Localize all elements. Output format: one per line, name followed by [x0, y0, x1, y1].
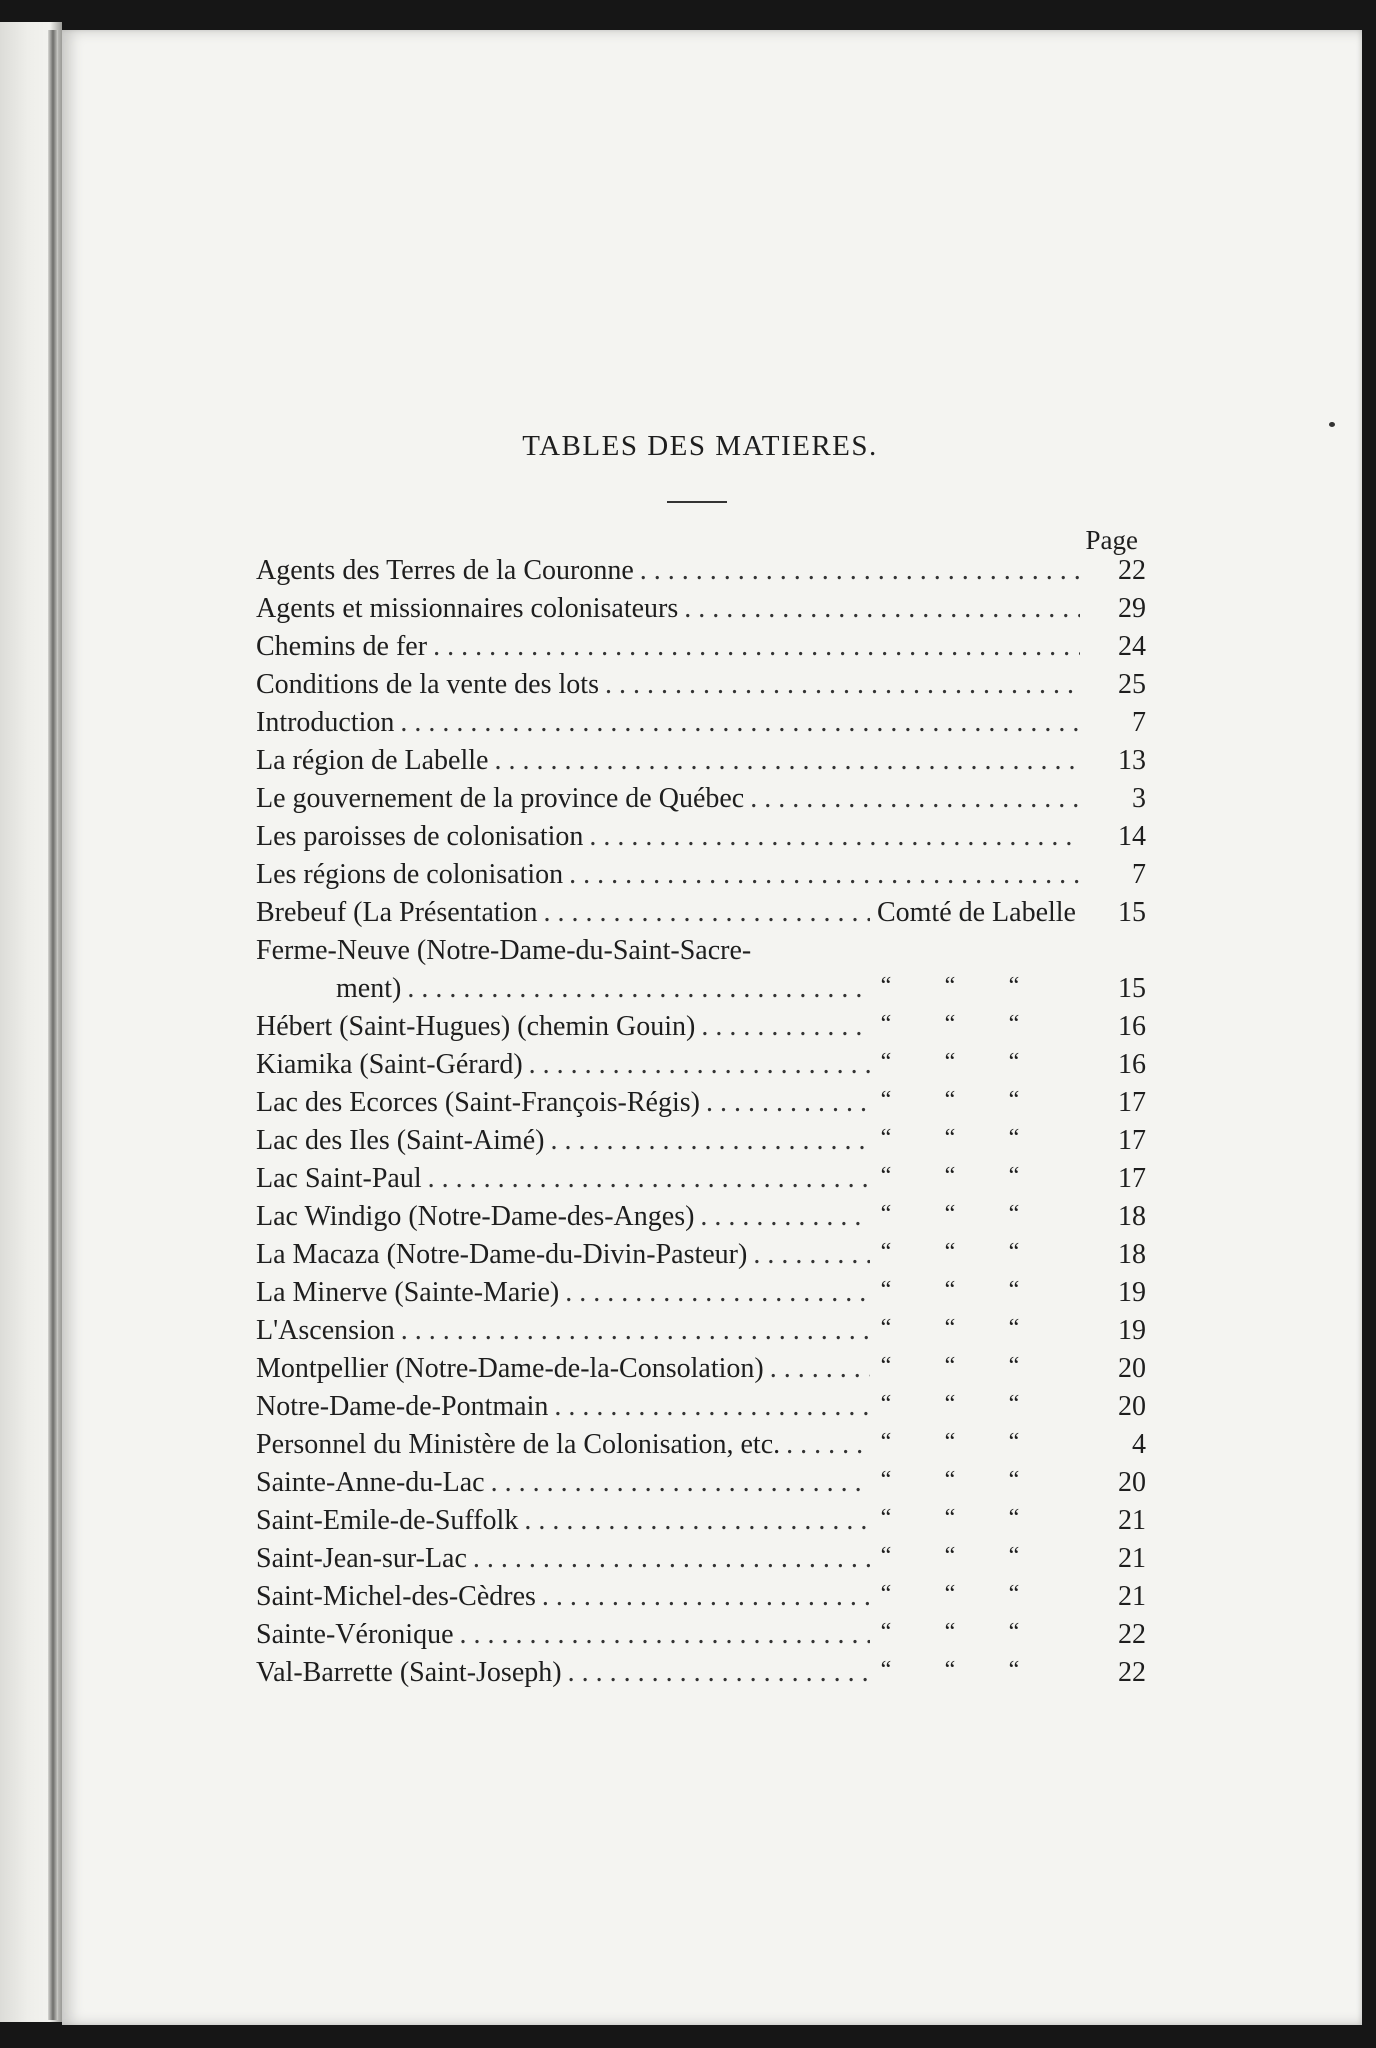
toc-entry	[256, 1353, 1146, 1391]
toc-entry-page: 17	[1118, 1163, 1146, 1194]
toc-entry-page: 20	[1118, 1353, 1146, 1384]
toc-entry	[256, 555, 1146, 593]
toc-entry	[256, 707, 1146, 745]
toc-entry-line	[256, 1505, 876, 1537]
toc-entry-label: Notre-Dame-de-Pontmain	[256, 1391, 549, 1422]
dot-leader	[569, 859, 1080, 891]
toc-entry-line	[256, 593, 1086, 625]
toc-entry	[256, 783, 1146, 821]
ditto-mark: “	[1008, 1201, 1020, 1227]
ditto-mark: “	[880, 1353, 892, 1379]
toc-entry-line	[256, 1011, 876, 1043]
toc-entry	[256, 1429, 1146, 1467]
toc-entry-page: 7	[1132, 859, 1146, 890]
toc-entry	[256, 1125, 1146, 1163]
ditto-mark: “	[944, 1163, 956, 1189]
toc-entry	[256, 593, 1146, 631]
toc-entry-page: 20	[1118, 1467, 1146, 1498]
toc-entry	[256, 631, 1146, 669]
ditto-mark: “	[1008, 1011, 1020, 1037]
toc-entry-label: Les paroisses de colonisation	[256, 821, 584, 852]
toc-entry	[256, 1543, 1146, 1581]
ditto-mark: “	[944, 1239, 956, 1265]
toc-entry-label: L'Ascension	[256, 1315, 395, 1346]
toc-entry	[256, 1657, 1146, 1695]
toc-entry-line	[256, 821, 1086, 853]
toc-entry-label: Brebeuf (La Présentation	[256, 897, 538, 928]
toc-entry-label: Saint-Michel-des-Cèdres	[256, 1581, 536, 1612]
toc-entry-line	[256, 745, 1086, 777]
toc-entry	[256, 897, 1146, 935]
dot-leader	[542, 1581, 870, 1613]
toc-entry	[256, 1277, 1146, 1315]
toc-entry-page: 18	[1118, 1201, 1146, 1232]
toc-entry-line	[256, 555, 1086, 587]
dot-leader	[770, 1353, 870, 1385]
dot-leader	[605, 669, 1080, 701]
dot-leader	[400, 707, 1080, 739]
ditto-mark: “	[944, 1657, 956, 1683]
ditto-mark: “	[1008, 1467, 1020, 1493]
ditto-mark: “	[944, 1429, 956, 1455]
toc-entry-line	[256, 1353, 876, 1385]
toc-entry-label: Introduction	[256, 707, 395, 738]
ditto-mark: “	[944, 1505, 956, 1531]
toc-entry-page: 13	[1118, 745, 1146, 776]
ditto-mark: “	[880, 1429, 892, 1455]
ditto-mark: “	[944, 1467, 956, 1493]
ditto-mark: “	[1008, 1277, 1020, 1303]
dot-leader	[524, 1505, 870, 1537]
dot-leader	[640, 555, 1080, 587]
toc-entry-label: Lac Saint-Paul	[256, 1163, 422, 1194]
toc-entry-line	[256, 859, 1086, 891]
ditto-mark: “	[1008, 1543, 1020, 1569]
toc-entry-line	[256, 1619, 876, 1651]
toc-entry	[256, 1011, 1146, 1049]
ditto-mark: “	[944, 1277, 956, 1303]
toc-entry-page: 17	[1118, 1087, 1146, 1118]
ditto-mark: “	[880, 1315, 892, 1341]
toc-entry-label: Kiamika (Saint-Gérard)	[256, 1049, 523, 1080]
toc-entry-label: Agents des Terres de la Couronne	[256, 555, 634, 586]
ditto-mark: “	[944, 1315, 956, 1341]
toc-entry-label: La Macaza (Notre-Dame-du-Divin-Pasteur)	[256, 1239, 748, 1270]
dot-leader	[554, 1391, 870, 1423]
dot-leader	[568, 1657, 870, 1689]
ditto-mark: “	[944, 1201, 956, 1227]
ditto-mark: “	[1008, 1391, 1020, 1417]
ditto-mark: “	[880, 1467, 892, 1493]
toc-entry-page: 21	[1118, 1505, 1146, 1536]
toc-entry-page: 21	[1118, 1543, 1146, 1574]
toc-entry-label: Sainte-Véronique	[256, 1619, 454, 1650]
page-column-header: Page	[1085, 525, 1138, 555]
toc-entry-page: 22	[1118, 1619, 1146, 1650]
toc-entry-line	[256, 783, 1086, 815]
toc-entry-line	[256, 707, 1086, 739]
toc-entry-page: 3	[1132, 783, 1146, 814]
ditto-mark: “	[880, 1049, 892, 1075]
toc-entry-page: 15	[1118, 973, 1146, 1004]
ditto-mark: “	[1008, 1087, 1020, 1113]
toc-entry-line	[256, 1429, 876, 1461]
ditto-mark: “	[1008, 1315, 1020, 1341]
ditto-mark: “	[944, 1391, 956, 1417]
ditto-mark: “	[1008, 1239, 1020, 1265]
page-title: TABLES DES MATIERES.	[522, 430, 878, 462]
ditto-mark: “	[880, 1619, 892, 1645]
toc-entry-line	[256, 669, 1086, 701]
toc-entry-line	[256, 1163, 876, 1195]
dot-leader	[407, 973, 870, 1005]
ditto-mark: “	[1008, 1581, 1020, 1607]
dot-leader	[433, 631, 1080, 663]
toc-entry-page: 25	[1118, 669, 1146, 700]
ditto-mark: “	[1008, 1125, 1020, 1151]
ditto-mark: “	[944, 1581, 956, 1607]
ditto-mark: “	[1008, 1163, 1020, 1189]
ditto-mark: “	[1008, 1619, 1020, 1645]
toc-entry-line	[256, 1315, 876, 1347]
toc-entry-label: La Minerve (Sainte-Marie)	[256, 1277, 560, 1308]
ditto-mark: “	[880, 1163, 892, 1189]
toc-entry	[256, 1315, 1146, 1353]
ditto-mark: “	[944, 1087, 956, 1113]
ditto-mark: “	[880, 1391, 892, 1417]
toc-entry-line	[256, 1049, 876, 1081]
toc-entry-line	[256, 1277, 876, 1309]
toc-entry-label: Chemins de fer	[256, 631, 428, 662]
paper-speck	[1329, 422, 1335, 427]
toc-entry-line	[256, 1125, 876, 1157]
ditto-mark: “	[944, 1125, 956, 1151]
ditto-mark: “	[880, 1581, 892, 1607]
toc-entry	[256, 1581, 1146, 1619]
toc-entry-label: Hébert (Saint-Hugues) (chemin Gouin)	[256, 1011, 696, 1042]
toc-entry	[256, 1049, 1146, 1087]
toc-entry	[256, 821, 1146, 859]
toc-entry-page: 22	[1118, 1657, 1146, 1688]
toc-entry	[256, 1391, 1146, 1429]
toc-entry-page: 15	[1118, 897, 1146, 928]
toc-entry-label: Lac Windigo (Notre-Dame-des-Anges)	[256, 1201, 695, 1232]
toc-entry-label: Agents et missionnaires colonisateurs	[256, 593, 679, 624]
ditto-mark: “	[880, 1125, 892, 1151]
toc-entry-line	[256, 897, 876, 929]
toc-entry	[256, 935, 1146, 1011]
dot-leader	[529, 1049, 870, 1081]
ditto-mark: “	[1008, 1353, 1020, 1379]
toc-entry-label: Conditions de la vente des lots	[256, 669, 599, 700]
county-label: Comté de Labelle	[876, 897, 1076, 928]
toc-entry-line	[256, 1581, 876, 1613]
toc-entry-label: Lac des Ecorces (Saint-François-Régis)	[256, 1087, 700, 1118]
toc-entry-line	[256, 631, 1086, 663]
ditto-mark: “	[880, 1239, 892, 1265]
toc-entry-label-line1: Ferme-Neuve (Notre-Dame-du-Saint-Sacre-	[256, 935, 752, 966]
toc-entry-page: 14	[1118, 821, 1146, 852]
toc-entry	[256, 1201, 1146, 1239]
ditto-mark: “	[1008, 1429, 1020, 1455]
ditto-mark: “	[880, 1505, 892, 1531]
dot-leader	[786, 1429, 870, 1461]
toc-entry	[256, 1619, 1146, 1657]
toc-entry-page: 16	[1118, 1049, 1146, 1080]
toc-entry-page: 16	[1118, 1011, 1146, 1042]
toc-entry-label: Personnel du Ministère de la Colonisation, etc.	[256, 1429, 781, 1460]
ditto-mark: “	[944, 1543, 956, 1569]
toc-entry-page: 20	[1118, 1391, 1146, 1422]
ditto-mark: “	[1008, 1657, 1020, 1683]
ditto-mark: “	[944, 1619, 956, 1645]
dot-leader	[428, 1163, 870, 1195]
toc-entry	[256, 1239, 1146, 1277]
dot-leader	[473, 1543, 870, 1575]
ditto-mark: “	[880, 1201, 892, 1227]
toc-entry-page: 4	[1132, 1429, 1146, 1460]
title-rule	[667, 501, 727, 503]
toc-entry-page: 22	[1118, 555, 1146, 586]
toc-entry-label: Val-Barrette (Saint-Joseph)	[256, 1657, 562, 1688]
toc-entry	[256, 745, 1146, 783]
table-of-contents	[256, 555, 1146, 1695]
toc-entry-line	[256, 1201, 876, 1233]
toc-entry	[256, 859, 1146, 897]
toc-entry-line	[256, 1239, 876, 1271]
toc-entry-page: 19	[1118, 1315, 1146, 1346]
toc-entry-line	[256, 1391, 876, 1423]
toc-entry	[256, 1087, 1146, 1125]
dot-leader	[706, 1087, 870, 1119]
toc-entry-line	[256, 1543, 876, 1575]
toc-entry-label: Saint-Emile-de-Suffolk	[256, 1505, 519, 1536]
toc-entry-label: La région de Labelle	[256, 745, 489, 776]
toc-entry-line	[256, 1087, 876, 1119]
toc-entry-label: Sainte-Anne-du-Lac	[256, 1467, 485, 1498]
toc-entry-label: ment)	[336, 973, 402, 1004]
dot-leader	[460, 1619, 871, 1651]
toc-entry-page: 7	[1132, 707, 1146, 738]
toc-entry-page: 29	[1118, 593, 1146, 624]
toc-entry-label: Lac des Iles (Saint-Aimé)	[256, 1125, 545, 1156]
ditto-mark: “	[944, 1011, 956, 1037]
book-gutter	[48, 30, 58, 2020]
ditto-mark: “	[880, 1011, 892, 1037]
dot-leader	[401, 1315, 870, 1347]
toc-entry-line	[256, 1657, 876, 1689]
dot-leader	[684, 593, 1080, 625]
ditto-mark: “	[1008, 1049, 1020, 1075]
dot-leader	[750, 783, 1080, 815]
ditto-mark: “	[944, 973, 956, 999]
toc-entry-label: Montpellier (Notre-Dame-de-la-Consolation)	[256, 1353, 764, 1384]
toc-entry-page: 24	[1118, 631, 1146, 662]
ditto-mark: “	[880, 1087, 892, 1113]
toc-entry-page: 19	[1118, 1277, 1146, 1308]
toc-entry-page: 17	[1118, 1125, 1146, 1156]
dot-leader	[565, 1277, 870, 1309]
dot-leader	[543, 897, 870, 929]
toc-entry	[256, 1505, 1146, 1543]
toc-entry	[256, 1467, 1146, 1505]
ditto-mark: “	[880, 973, 892, 999]
dot-leader	[589, 821, 1080, 853]
toc-entry-page: 21	[1118, 1581, 1146, 1612]
dot-leader	[753, 1239, 870, 1271]
ditto-mark: “	[880, 1543, 892, 1569]
toc-entry	[256, 1163, 1146, 1201]
ditto-mark: “	[880, 1277, 892, 1303]
toc-entry	[256, 669, 1146, 707]
ditto-mark: “	[1008, 1505, 1020, 1531]
toc-entry-line	[256, 1467, 876, 1499]
dot-leader	[494, 745, 1080, 777]
toc-entry-line	[256, 973, 876, 1005]
ditto-mark: “	[944, 1353, 956, 1379]
dot-leader	[550, 1125, 870, 1157]
dot-leader	[700, 1201, 870, 1233]
ditto-mark: “	[880, 1657, 892, 1683]
dot-leader	[491, 1467, 870, 1499]
toc-entry-label: Le gouvernement de la province de Québec	[256, 783, 745, 814]
toc-entry-page: 18	[1118, 1239, 1146, 1270]
toc-entry-label: Les régions de colonisation	[256, 859, 564, 890]
dot-leader	[701, 1011, 870, 1043]
ditto-mark: “	[944, 1049, 956, 1075]
ditto-mark: “	[1008, 973, 1020, 999]
toc-entry-label: Saint-Jean-sur-Lac	[256, 1543, 467, 1574]
